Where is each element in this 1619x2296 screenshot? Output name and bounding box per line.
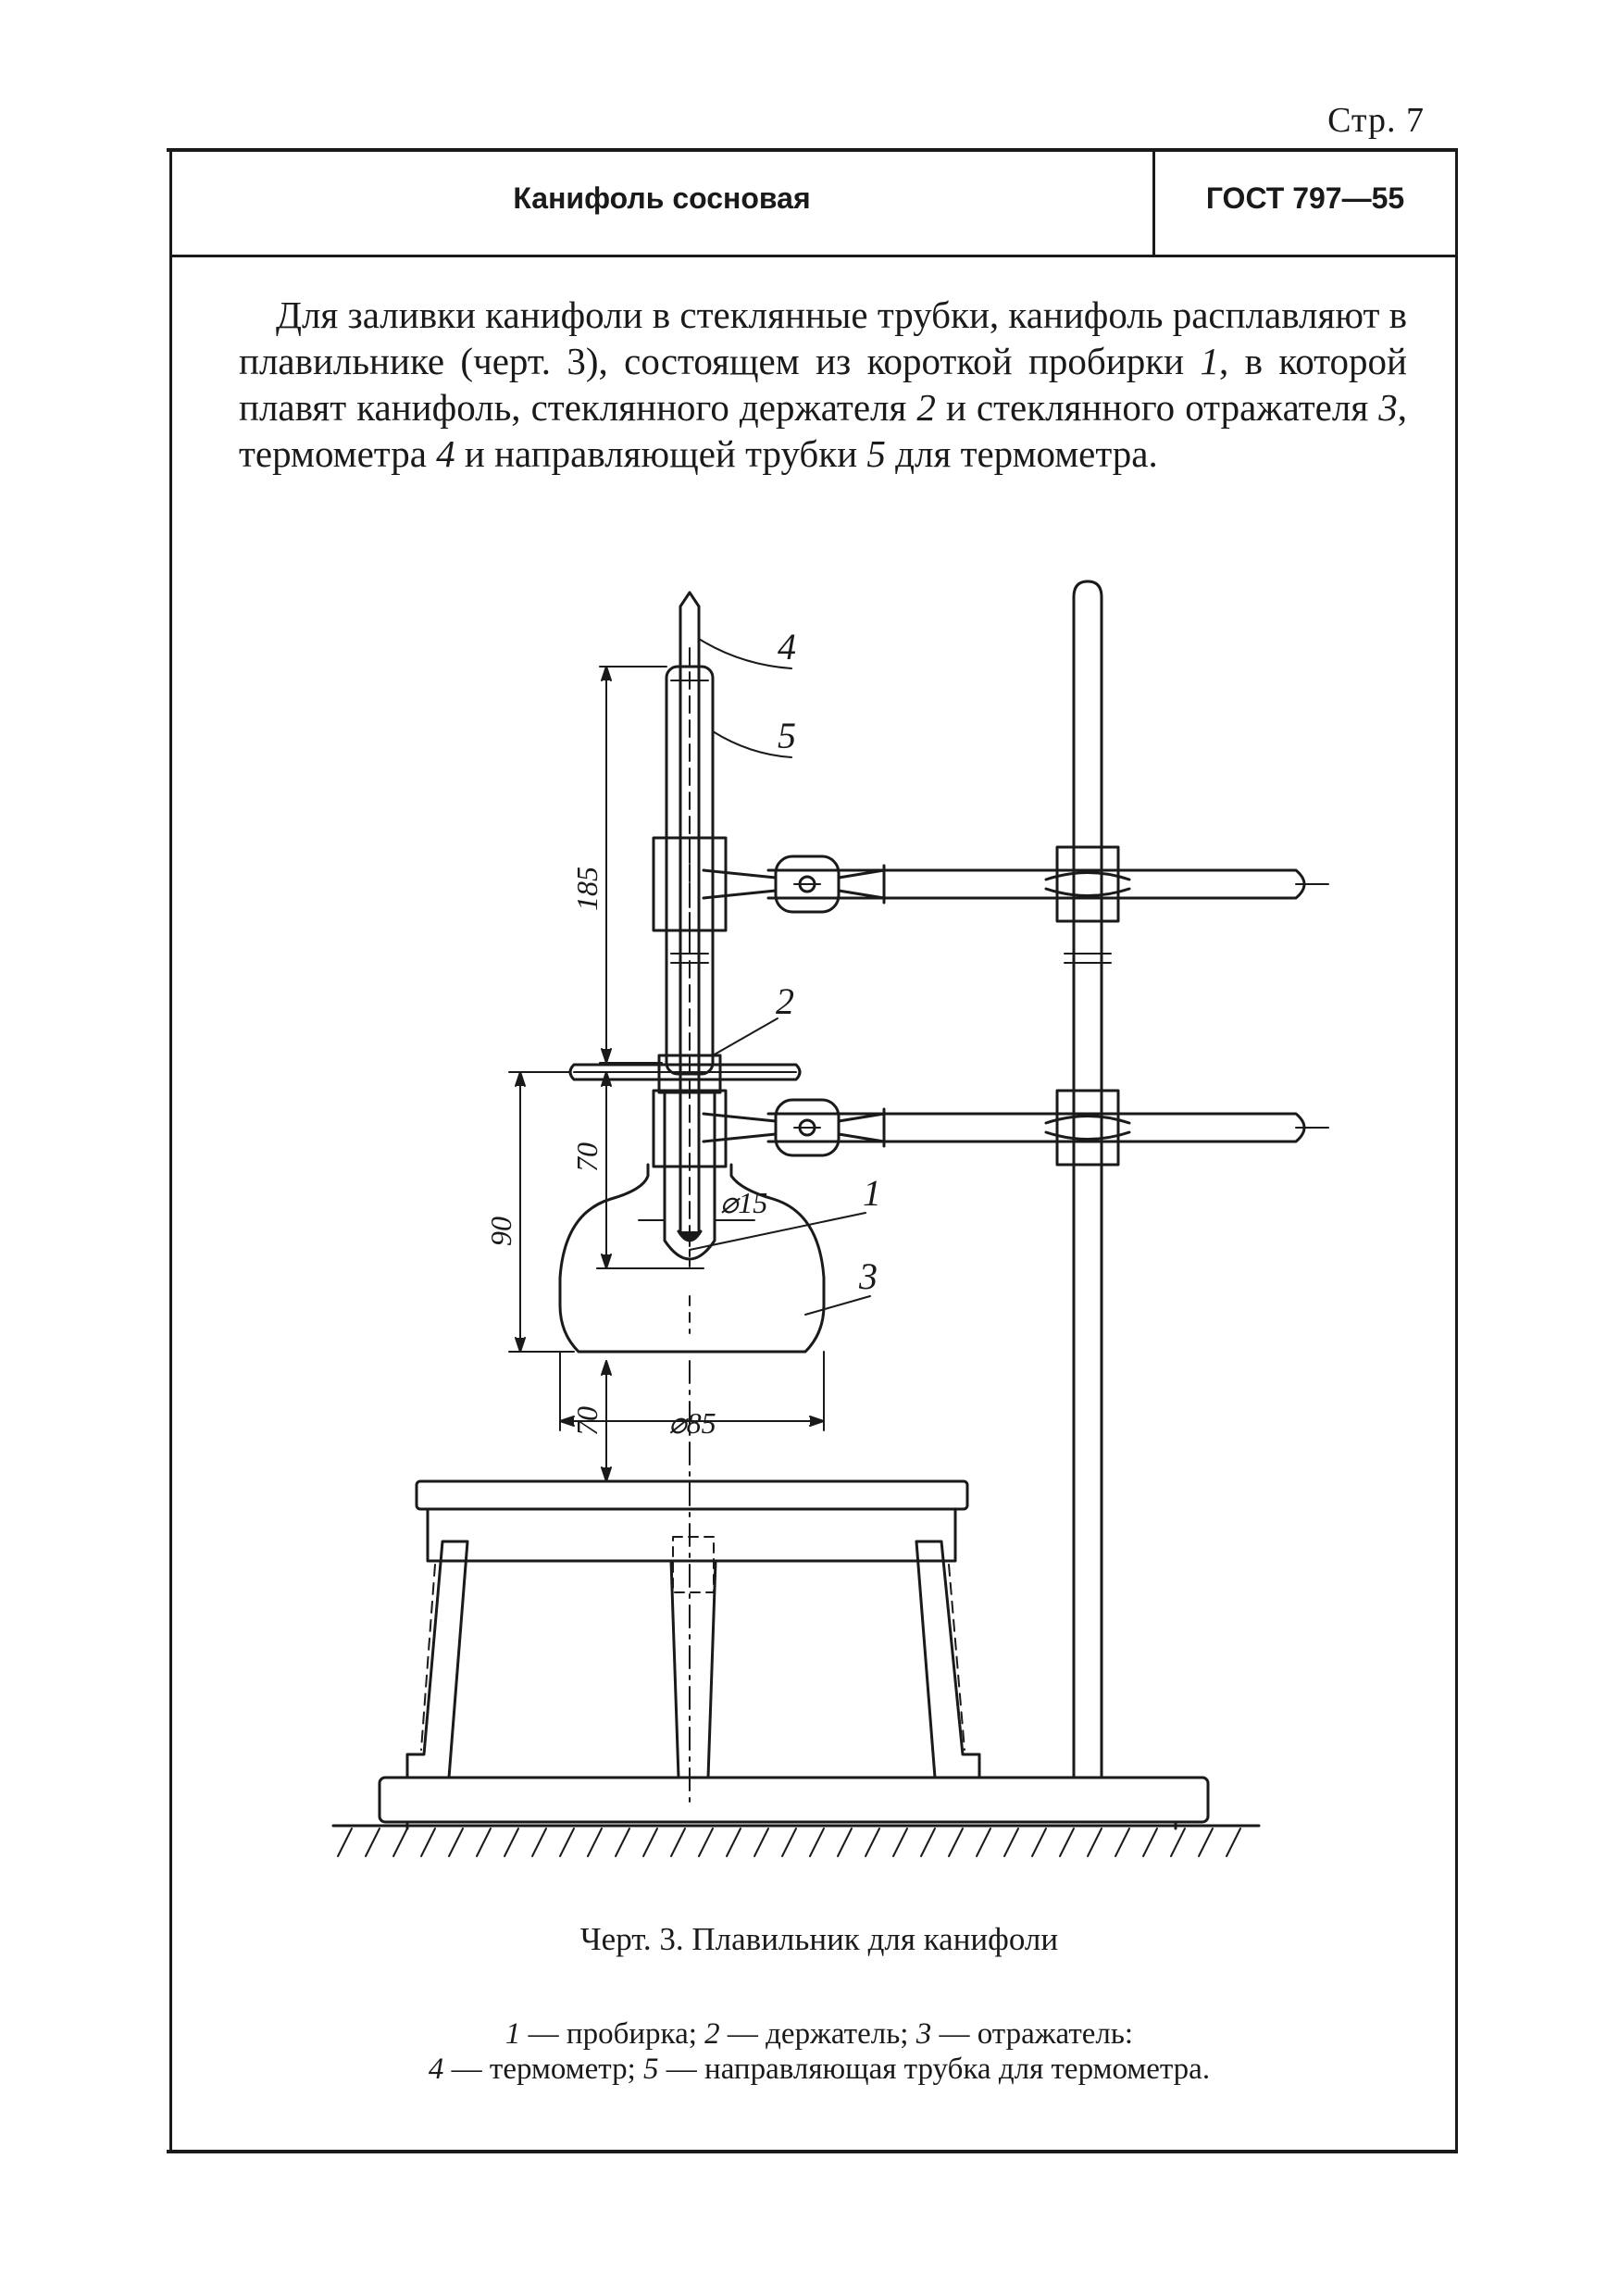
stand-rod (1074, 581, 1102, 1778)
label-3: 3 (859, 1255, 878, 1297)
dim-185: 185 (570, 867, 604, 911)
document-title: Канифоль сосновая (513, 181, 811, 215)
label-2: 2 (776, 980, 794, 1022)
dim-dia-85: ⌀85 (668, 1406, 716, 1440)
dim-70-top: 70 (570, 1142, 604, 1172)
label-4: 4 (778, 626, 796, 668)
ground-line (333, 1826, 1259, 1856)
upper-arm (704, 847, 1328, 921)
page-number: Стр. 7 (1327, 101, 1425, 140)
dim-90: 90 (484, 1217, 517, 1246)
stool (407, 1481, 979, 1778)
body-paragraph: Для заливки канифоли в стеклянные трубки, канифоль расплавляют в плавильнике (черт. 3), состоящем из короткой пробирки 1, в которой плавят канифоль, стеклянного держателя 2 и стеклянного отражателя 3, термометра 4 и направляющей трубки 5 для термометра. (239, 293, 1407, 475)
figure-caption: Черт. 3. Плавильник для канифоли (579, 1921, 1059, 1957)
standard-code: ГОСТ 797—55 (1205, 181, 1405, 215)
dim-70-bottom: 70 (570, 1406, 604, 1436)
lower-arm (704, 954, 1328, 1165)
base-plate (380, 1778, 1208, 1828)
label-5: 5 (778, 715, 796, 756)
label-1: 1 (863, 1172, 881, 1214)
figure-legend: 1 — пробирка; 2 — держатель; 3 — отражатель: 4 — термометр; 5 — направляющая трубка для термометра. (428, 2017, 1211, 2086)
holder (570, 1055, 800, 1167)
dim-dia-15: ⌀15 (720, 1186, 768, 1219)
